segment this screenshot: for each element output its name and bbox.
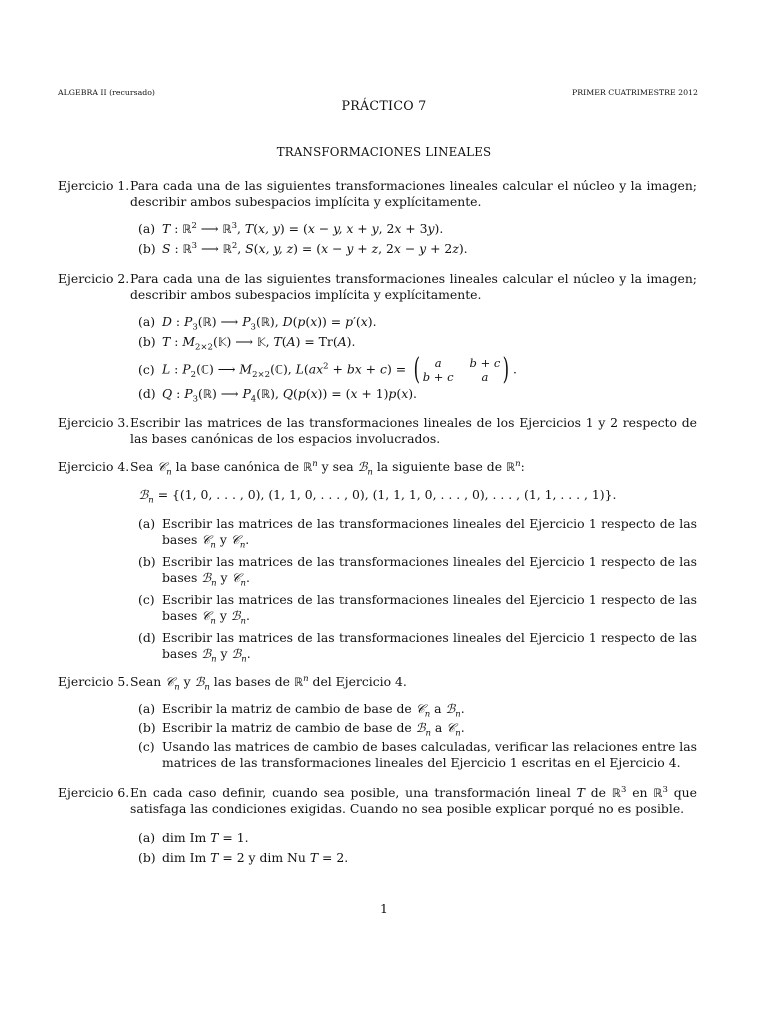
exercise-5-item-b: (b) Escribir la matriz de cambio de base de ℬ$_n$ a 𝒞$_n$. <box>138 720 465 739</box>
exercise-6-items <box>138 830 697 870</box>
exercise-2-item-c: (c) L : $P_2(ℂ)$ ⟶ $M_{2\times 2}(ℂ)$, $L(ax^2$ + bx + c) = ( a b + c b + c a ) . <box>138 354 697 386</box>
exercise-1-label: Ejercicio 1. <box>58 178 130 193</box>
exercise-5-text: Sean 𝒞$_n$ y ℬ$_n$ las bases de ℝ$^n$ del Ejercicio 4. <box>130 673 407 693</box>
matrix: ( a b + c b + c a ) <box>413 352 510 387</box>
exercise-2-label: Ejercicio 2. <box>58 271 130 286</box>
term-label: PRIMER CUATRIMESTRE 2012 <box>572 88 698 97</box>
page-number: 1 <box>380 901 388 916</box>
exercise-list <box>58 178 697 870</box>
exercise-1-text: Para cada una de las siguientes transformaciones lineales calcular el núcleo y la imagen; describir ambos subespacios implícita y explícitamente. <box>130 178 697 209</box>
exercise-1-item-a: (a) T : ℝ$^2$ ⟶ ℝ$^3$, T(x, y) = (x − y, x + y, 2x + 3y). <box>138 221 697 241</box>
exercise-2-item-d: (d) Q : $P_3(ℝ)$ ⟶ $P_4(ℝ)$, Q(p(x)) = (x + 1)p(x). <box>138 386 697 406</box>
exercise-4-items <box>138 516 697 665</box>
formula: dim Im T = 1. <box>162 830 249 845</box>
exercise-2-items <box>138 314 697 406</box>
exercise-5-label: Ejercicio 5. <box>58 674 130 689</box>
exercise-5-item-a: (a) Escribir la matriz de cambio de base de 𝒞$_n$ a ℬ$_n$. <box>138 701 465 720</box>
exercise-1-items <box>138 221 697 261</box>
exercise-6-item-b: (b) dim Im T = 2 y dim Nu T = 2. <box>138 850 697 870</box>
exercise-4 <box>58 458 697 478</box>
exercise-3 <box>58 415 697 447</box>
exercise-3-label: Ejercicio 3. <box>58 415 130 430</box>
exercise-2-item-a: (a) D : $P_3(ℝ)$ ⟶ $P_3(ℝ)$, D(p(x)) = p′(x). <box>138 314 697 334</box>
exercise-4-item-b: (b) Escribir las matrices de las transformaciones lineales del Ejercicio 1 respecto de las bases ℬ$_n$ y 𝒞$_n$. <box>138 554 697 589</box>
exercise-4-label: Ejercicio 4. <box>58 459 130 474</box>
exercise-4-item-d: (d) Escribir las matrices de las transformaciones lineales del Ejercicio 1 respecto de las bases ℬ$_n$ y ℬ$_n$. <box>138 630 697 665</box>
exercise-2-item-b: (b) T : $M_{2\times 2}(𝕂)$ ⟶ 𝕂, T(A) = Tr(A). <box>138 334 697 354</box>
exercise-3-text: Escribir las matrices de las transformaciones lineales de los Ejercicios 1 y 2 respecto de las bases canónicas de los espacios involucrados. <box>130 415 697 446</box>
formula: D : $P_3(ℝ)$ ⟶ $P_3(ℝ)$, D(p(x)) = p′(x). <box>162 314 377 333</box>
basis-definition: ℬ$_n$ = {(1, 0, . . . , 0), (1, 1, 0, . . . , 0), (1, 1, 1, 0, . . . , 0), . . . , (1, 1, . . . , 1)}. <box>138 487 617 506</box>
exercise-6-item-a: (a) dim Im T = 1. <box>138 830 697 850</box>
exercise-2-text: Para cada una de las siguientes transformaciones lineales calcular el núcleo y la imagen; describir ambos subespacios implícita y explícitamente. <box>130 271 697 302</box>
exercise-1 <box>58 178 697 210</box>
exercise-5-items <box>138 701 697 771</box>
formula: Q : $P_3(ℝ)$ ⟶ $P_4(ℝ)$, Q(p(x)) = (x + 1)p(x). <box>162 386 417 405</box>
formula: T : $M_{2\times 2}(𝕂)$ ⟶ 𝕂, T(A) = Tr(A). <box>162 334 356 353</box>
exercise-2 <box>58 271 697 303</box>
formula: dim Im T = 2 y dim Nu T = 2. <box>162 850 349 865</box>
exercise-6 <box>58 785 697 817</box>
page-title: PRÁCTICO 7 <box>341 98 427 113</box>
section-title: TRANSFORMACIONES LINEALES <box>276 145 492 159</box>
exercise-4-item-c: (c) Escribir las matrices de las transformaciones lineales del Ejercicio 1 respecto de las bases 𝒞$_n$ y ℬ$_n$. <box>138 592 697 627</box>
exercise-5 <box>58 673 697 693</box>
formula: S : ℝ$^3$ ⟶ ℝ$^2$, S(x, y, z) = (x − y + z, 2x − y + 2z). <box>162 240 468 256</box>
course-name: ALGEBRA II (recursado) <box>58 88 155 97</box>
exercise-4-item-a: (a) Escribir las matrices de las transformaciones lineales del Ejercicio 1 respecto de las bases 𝒞$_n$ y 𝒞$_n$. <box>138 516 697 551</box>
exercise-6-text: En cada caso definir, cuando sea posible, una transformación lineal T de ℝ$^3$ en ℝ$^3$ que satisfaga las condiciones exigidas. Cuando no sea posible explicar porqué no es posible. <box>130 784 697 816</box>
exercise-1-item-b: (b) S : ℝ$^3$ ⟶ ℝ$^2$, S(x, y, z) = (x − y + z, 2x − y + 2z). <box>138 241 697 261</box>
exercise-6-label: Ejercicio 6. <box>58 785 130 800</box>
formula: L : $P_2(ℂ)$ ⟶ $M_{2\times 2}(ℂ)$, $L(ax^2$ + bx + c) = ( a b + c b + c a ) . <box>162 352 517 387</box>
exercise-5-item-c: (c) Usando las matrices de cambio de bases calculadas, verificar las relaciones entre las matrices de las transformaciones lineales del Ejercicio 1 escritas en el Ejercicio 4. <box>138 739 698 770</box>
formula: T : ℝ$^2$ ⟶ ℝ$^3$, T(x, y) = (x − y, x + y, 2x + 3y). <box>162 220 444 236</box>
exercise-4-text: Sea 𝒞$_n$ la base canónica de ℝ$^n$ y sea ℬ$_n$ la siguiente base de ℝ$^n$: <box>130 458 525 478</box>
